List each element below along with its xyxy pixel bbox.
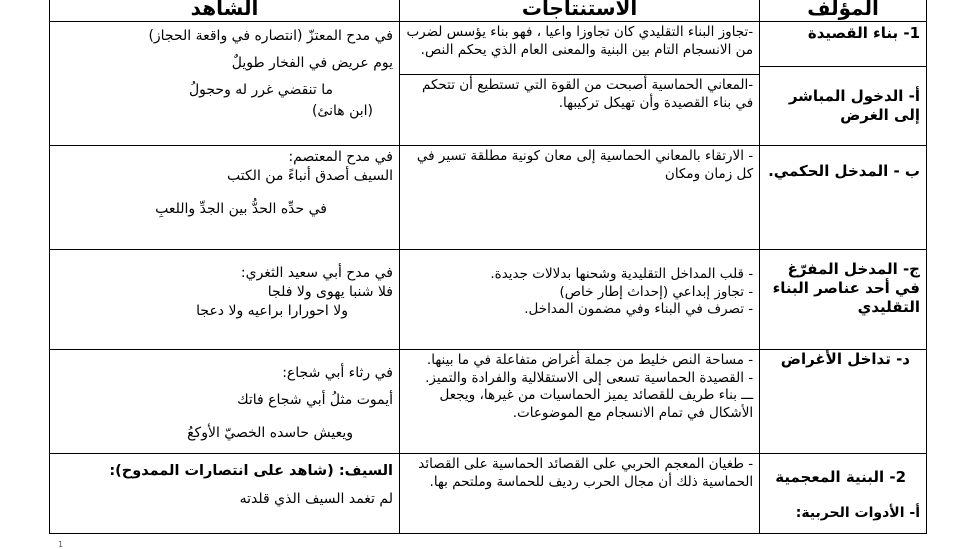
author-cell — [760, 454, 927, 534]
witness-intro: في مدح المعتصم: — [288, 149, 393, 165]
analysis-table — [49, 0, 927, 534]
witness-verse: يوم عريض في الفخار طويلٌ — [231, 54, 393, 71]
witness-cell — [50, 250, 400, 350]
table-header-row — [50, 0, 927, 22]
section-title: 2- البنية المعجمية — [775, 468, 906, 486]
conclusion-text: - تصرف في البناء وفي مضمون المداخل. — [524, 301, 754, 318]
conclusion-text: - قلب المداخل التقليدية وشحنها بدلالات جديدة. — [490, 266, 754, 282]
author-cell — [760, 22, 927, 146]
page-number: 1 — [58, 540, 64, 549]
author-cell — [760, 146, 927, 250]
header-author: المؤلف — [760, 0, 927, 22]
author-cell — [760, 250, 927, 350]
conclusion-text: - مساحة النص خليط من جملة أغراض متفاعلة في ما بينها. — [426, 352, 754, 368]
witness-cell — [50, 350, 400, 454]
conclusion-text: -المعاني الحماسية أصبحت من القوة التي تستطيع أن تتحكم في بناء القصيدة وأن تهيكل تركيبها. — [421, 77, 754, 111]
subsection-title: ب - المدخل الحكمي. — [768, 162, 920, 180]
witness-verse: فلا شنبا يهوى ولا فلجا — [267, 283, 393, 300]
conclusion-cell — [400, 250, 760, 350]
table-row — [50, 146, 927, 250]
conclusion-text: -تجاوز البناء التقليدي كان تجاوزا واعيا ، فهو بناء يؤسس لضرب من الانسجام التام بين البنية والمعنى العام الذي يحكم النص. — [406, 24, 754, 58]
witness-verse: ولا احورارا براعيه ولا دعجا — [196, 302, 348, 319]
conclusion-cell — [400, 350, 760, 454]
header-witness: الشاهد — [50, 0, 400, 22]
table-row — [50, 350, 927, 454]
witness-cell — [50, 146, 400, 250]
subsection-title: أ- الدخول المباشر إلى الغرض — [788, 87, 920, 124]
conclusion-cell — [400, 22, 760, 146]
witness-verse: لم تغمد السيف الذي قلدته — [239, 490, 393, 507]
subsection-title: أ- الأدوات الحربية: — [795, 504, 920, 521]
witness-verse: ما تنقضي غرر له وحجولُ — [188, 81, 333, 98]
witness-source: (ابن هانئ) — [311, 102, 373, 119]
section-title: 1- بناء القصيدة — [807, 24, 920, 42]
witness-intro: في مدح أبي سعيد الثغري: — [240, 265, 393, 281]
conclusion-text: - طغيان المعجم الحربي على القصائد الحماسية على القصائد الحماسية ذلك أن مجال الحرب رديف للحماسة وملتحم بها. — [418, 456, 754, 490]
author-cell — [760, 350, 927, 454]
conclusion-text: - تجاوز إبداعي (إحداث إطار خاص) — [559, 283, 754, 300]
witness-cell — [50, 454, 400, 534]
subsection-title: ج- المدخل المفرّغ في أحد عناصر البناء التقليدي — [772, 260, 920, 316]
header-conclusions: الاستنتاجات — [400, 0, 760, 22]
witness-title: السيف: (شاهد على انتصارات الممدوح): — [109, 463, 393, 479]
conclusion-text: - القصيدة الحماسية تسعى إلى الاستقلالية والفرادة والتميز. — [425, 369, 754, 386]
witness-intro: في مدح المعتزّ (انتصاره في واقعة الحجاز) — [148, 28, 393, 44]
witness-verse: أيموت مثلُ أبي شجاع فاتك — [237, 391, 393, 408]
conclusion-text: - الارتقاء بالمعاني الحماسية إلى معان كونية مطلقة تسير في كل زمان ومكان — [416, 148, 754, 182]
witness-verse: ويعيش حاسده الخصيّ الأوكعُ — [187, 424, 353, 441]
witness-verse: السيف أصدق أنباءً من الكتب — [226, 167, 393, 184]
table-row — [50, 454, 927, 534]
table-row — [50, 22, 927, 146]
witness-verse: في حدِّه الحدُّ بين الجدِّ واللعبِ — [155, 200, 327, 217]
conclusion-text: ـــ بناء طريف للقصائد يميز الحماسيات من غيرها، ويجعل الأشكال في تمام الانسجام مع الموضوعات. — [439, 387, 754, 421]
subsection-title: د- تداخل الأغراض — [780, 350, 910, 368]
witness-cell — [50, 22, 400, 146]
conclusion-cell — [400, 454, 760, 534]
witness-intro: في رثاء أبي شجاع: — [282, 365, 393, 381]
conclusion-cell — [400, 146, 760, 250]
table-row — [50, 250, 927, 350]
